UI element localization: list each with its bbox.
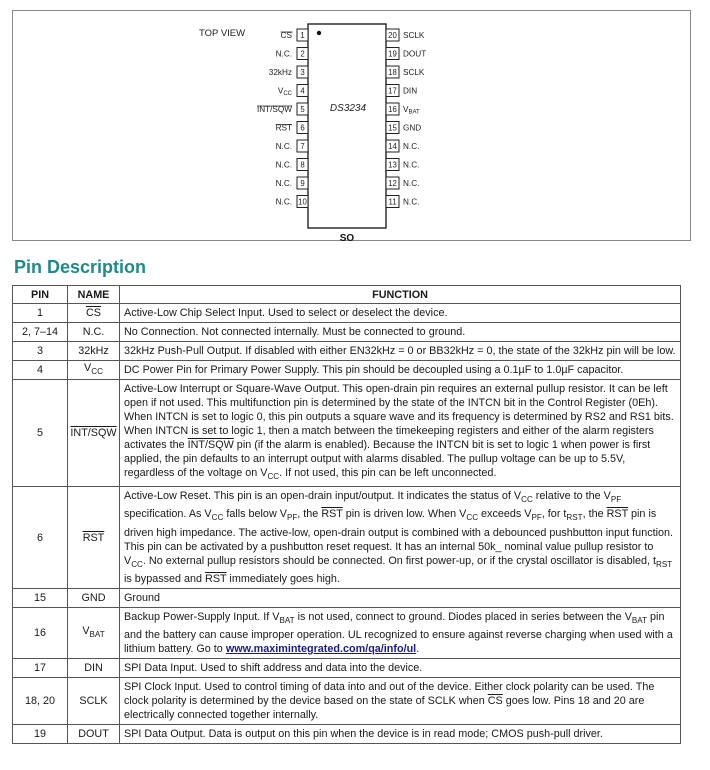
pin-name-cell: N.C. (68, 323, 120, 342)
pin-function-cell: SPI Data Input. Used to shift address and data into the device. (120, 658, 681, 677)
pin-label-right: SCLK (403, 31, 425, 40)
pin-label-right: DOUT (403, 49, 427, 59)
pin-function-cell: Ground (120, 588, 681, 607)
header-pin: PIN (13, 286, 68, 304)
table-row (13, 304, 681, 323)
pin-number: 18 (388, 68, 397, 77)
pin-description-table (12, 285, 681, 744)
top-view-label: TOP VIEW (199, 28, 246, 39)
pin-configuration-diagram (12, 10, 691, 241)
pin-number: 4 (300, 86, 305, 96)
pin-number: 17 (388, 86, 397, 96)
pin-label-right: N.C. (403, 142, 420, 151)
pin-number-cell: 1 (13, 304, 68, 323)
table-row (13, 607, 681, 658)
pin-function-cell: Backup Power-Supply Input. If $V_{BAT}$ is not used, connect to ground. Diodes placed in series between the $V_{BAT}$ pin and the battery can cause improper operation. UL recognized to ensure against reverse charging when used with a lithium battery. Go to www.maximintegrated.com/qa/info/ul. (120, 607, 681, 658)
pin-name-cell: DIN (68, 658, 120, 677)
pinout-svg (13, 11, 692, 242)
pin-number: 16 (388, 105, 397, 114)
pin-label-left: CS (280, 31, 292, 40)
header-function: FUNCTION (120, 286, 681, 304)
pin-label-left: N.C. (275, 179, 292, 188)
pin-label-right: VBAT (403, 105, 420, 116)
pin-number: 6 (300, 123, 305, 133)
pin-name-cell: SCLK (68, 677, 120, 724)
pin-label-left: VCC (277, 86, 292, 97)
pin-number: 15 (388, 123, 397, 133)
pin-number: 8 (300, 160, 305, 170)
pin-label-right: GND (403, 123, 422, 133)
table-row (13, 487, 681, 588)
section-title: Pin Description (14, 257, 147, 277)
pin-function-cell: SPI Clock Input. Used to control timing of data into and out of the device. Either clock polarity can be used. The clock polarity is determined by the device based on the state of SCLK when $\overline{CS}$ goes low. Pins 18 and 20 are electrically connected together internally. (120, 677, 681, 724)
pin-name-cell: INT/SQW (68, 380, 120, 487)
pin-function-cell: Active-Low Interrupt or Square-Wave Output. This open-drain pin requires an external pullup resistor. It can be left open if not used. This multifunction pin is determined by the state of the INTCN bit in the Control Register (0Eh). When INTCN is set to logic 0, this pin outputs a square wave and its frequency is determined by RS2 and RS1 bits. When INTCN is set to logic 1, then a match between the timekeeping registers and either of the alarm registers activates the INT/SQW pin (if the alarm is enabled). Because the INTCN bit is set to logic 1 when power is first applied, the pin defaults to an interrupt output with alarms disabled. The pullup voltage can be up to 5.5V, regardless of the voltage on $V_{CC}$. If not used, this pin can be left unconnected. (120, 380, 681, 487)
pin-label-right: DIN (403, 86, 418, 96)
pin-number: 1 (300, 31, 305, 40)
chip-name: DS3234 (329, 103, 367, 114)
pin1-marker (317, 31, 321, 35)
pin-number-cell: 16 (13, 607, 68, 658)
table-header-row (13, 286, 681, 304)
pin-number: 10 (298, 197, 307, 207)
table-row (13, 361, 681, 380)
pin-label-left: 32kHz (268, 68, 292, 77)
pin-function-cell: 32kHz Push-Pull Output. If disabled with either EN32kHz = 0 or BB32kHz = 0, the state of the 32kHz pin will be low. (120, 342, 681, 361)
pin-number: 20 (388, 31, 397, 40)
table-row (13, 724, 681, 743)
pin-label-left: N.C. (275, 160, 292, 170)
pin-number-cell: 6 (13, 487, 68, 588)
pin-number: 13 (388, 160, 397, 170)
pin-label-right: SCLK (403, 68, 425, 77)
pin-name-cell: GND (68, 588, 120, 607)
pin-label-left: N.C. (275, 142, 292, 151)
pin-function-cell: Active-Low Chip Select Input. Used to select or deselect the device. (120, 304, 681, 323)
pin-number: 2 (300, 49, 305, 59)
pin-label-right: N.C. (403, 179, 420, 188)
pin-number: 19 (388, 49, 397, 59)
package-label: SO (339, 233, 355, 242)
table-row (13, 658, 681, 677)
pin-number: 9 (300, 179, 305, 188)
pin-number: 12 (388, 179, 397, 188)
pin-number-cell: 15 (13, 588, 68, 607)
pin-number-cell: 5 (13, 380, 68, 487)
pin-label-left: N.C. (275, 197, 292, 207)
pin-label-left: INT/SQW (256, 105, 292, 114)
pin-number: 7 (300, 142, 305, 151)
pin-function-cell: Active-Low Reset. This pin is an open-drain input/output. It indicates the status of $V_{CC}$ relative to the $V_{PF}$ specification. As $V_{CC}$ falls below $V_{PF}$, the $\overline{RST}$ pin is driven low. When $V_{CC}$ exceeds $V_{PF}$, for $t_{RST}$, the $\overline{RST}$ pin is driven high impedance. The active-low, open-drain output is combined with a debounced pushbutton input function. This pin can be activated by a pushbutton reset request. It has an internal 50k_ nominal value pullup resistor to $V_{CC}$. No external pullup resistors should be connected. On first power-up, or if the crystal oscillator is disabled, $t_{RST}$ is bypassed and $\overline{RST}$ immediately goes high. (120, 487, 681, 588)
table-row (13, 323, 681, 342)
pin-number-cell: 18, 20 (13, 677, 68, 724)
pin-label-right: N.C. (403, 197, 420, 207)
pin-name-cell: DOUT (68, 724, 120, 743)
pin-number-cell: 4 (13, 361, 68, 380)
table-row (13, 380, 681, 487)
pin-number-cell: 2, 7–14 (13, 323, 68, 342)
pin-number-cell: 19 (13, 724, 68, 743)
pin-label-right: N.C. (403, 160, 420, 170)
pin-name-cell: $\overline{CS}$ (68, 304, 120, 323)
pin-name-cell: 32kHz (68, 342, 120, 361)
pin-name-cell: $\overline{RST}$ (68, 487, 120, 588)
pin-label-left: RST (275, 123, 292, 133)
header-name: NAME (68, 286, 120, 304)
pin-number: 5 (300, 105, 305, 114)
pin-name-cell: $V_{BAT}$ (68, 607, 120, 658)
chip-body (308, 24, 386, 228)
pin-function-cell: DC Power Pin for Primary Power Supply. This pin should be decoupled using a 0.1µF to 1.0µF capacitor. (120, 361, 681, 380)
ul-info-link[interactable]: www.maximintegrated.com/qa/info/ul (225, 642, 417, 655)
pin-number-cell: 17 (13, 658, 68, 677)
pin-function-cell: SPI Data Output. Data is output on this pin when the device is in read mode; CMOS push-pull driver. (120, 724, 681, 743)
table-row (13, 342, 681, 361)
function-end: . (416, 642, 420, 655)
pin-function-cell: No Connection. Not connected internally. Must be connected to ground. (120, 323, 681, 342)
table-row (13, 677, 681, 724)
pin-number: 3 (300, 68, 305, 77)
pin-number: 14 (388, 142, 397, 151)
table-row (13, 588, 681, 607)
pin-label-left: N.C. (275, 49, 292, 59)
pin-number: 11 (388, 197, 397, 207)
pin-name-cell: $V_{CC}$ (68, 361, 120, 380)
pin-number-cell: 3 (13, 342, 68, 361)
